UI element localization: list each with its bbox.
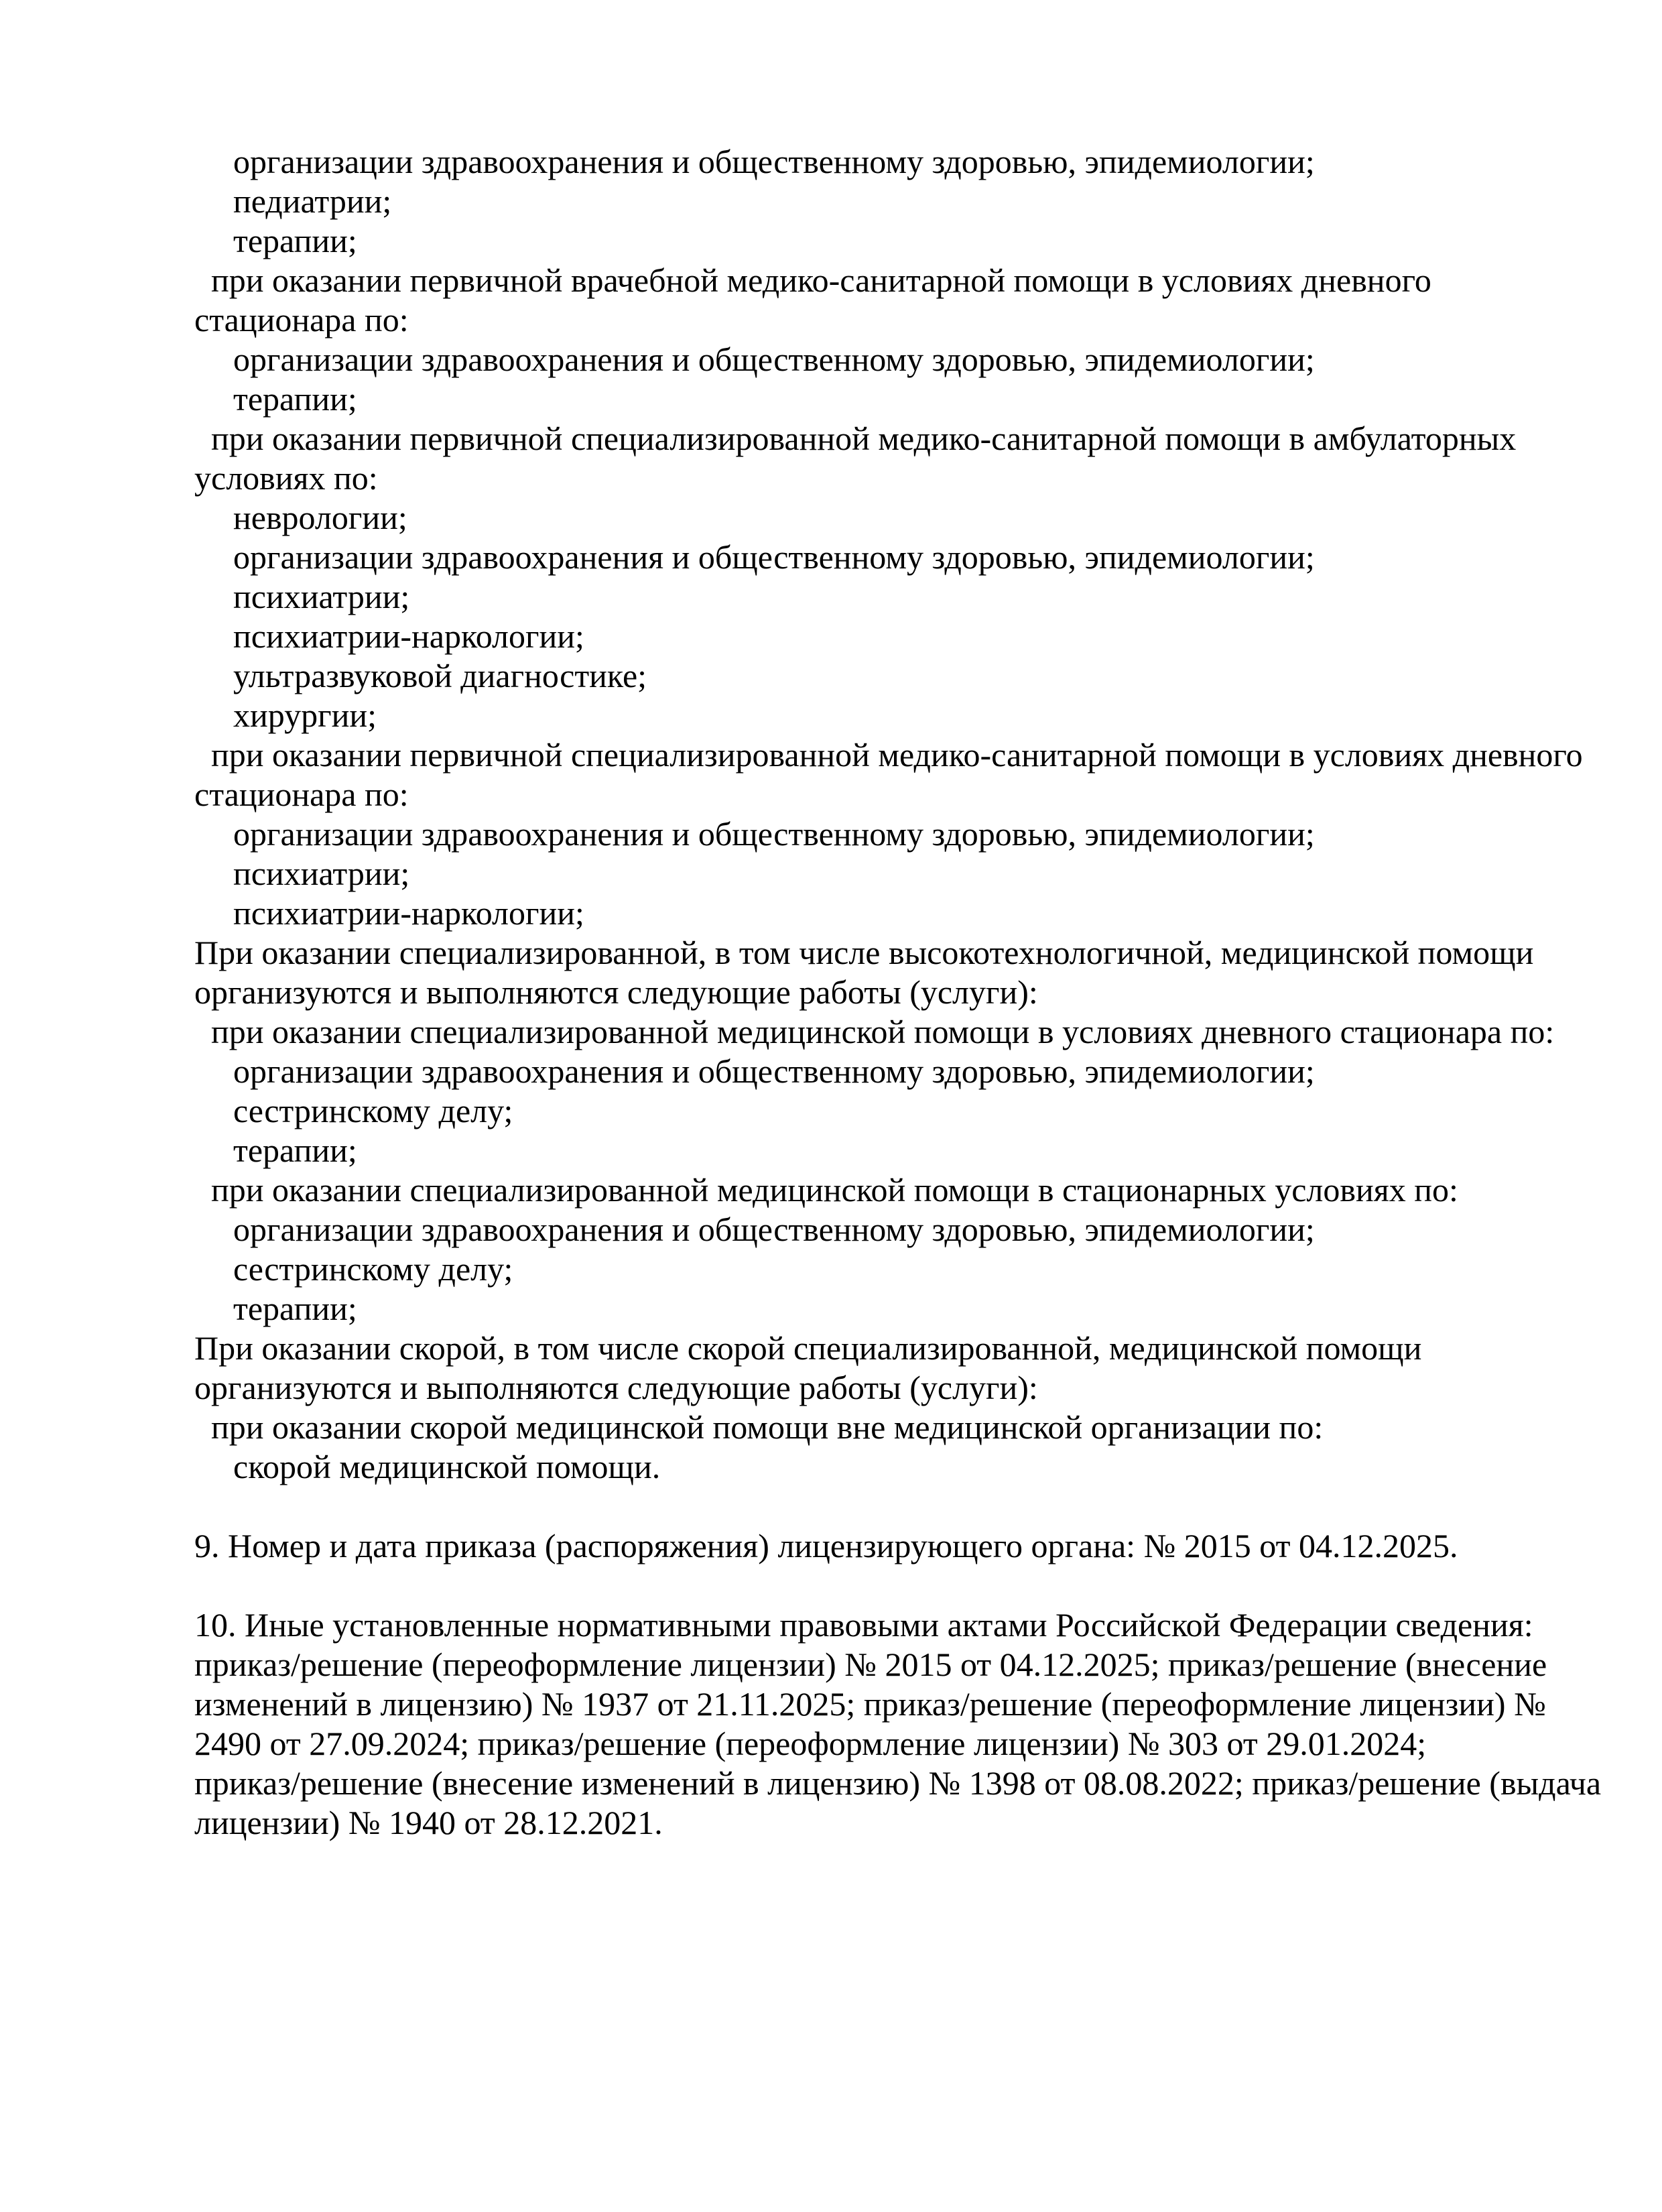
document-line: организуются и выполняются следующие работы (услуги): — [194, 973, 1038, 1011]
document-line: 2490 от 27.09.2024; приказ/решение (переоформление лицензии) № 303 от 29.01.2024; — [194, 1725, 1427, 1762]
document-line: приказ/решение (переоформление лицензии) № 2015 от 04.12.2025; приказ/решение (внесение — [194, 1646, 1547, 1683]
blank-line — [194, 1487, 1575, 1526]
document-line: психиатрии-наркологии; — [233, 617, 584, 655]
document-line: психиатрии; — [233, 855, 410, 892]
document-line: сестринскому делу; — [233, 1250, 513, 1288]
document-line: организации здравоохранения и общественному здоровью, эпидемиологии; — [233, 143, 1315, 180]
document-line: при оказании скорой медицинской помощи вне медицинской организации по: — [211, 1408, 1324, 1446]
document-line: 10. Иные установленные нормативными правовыми актами Российской Федерации сведения: — [194, 1606, 1533, 1644]
document-line: терапии; — [233, 1131, 357, 1169]
document-line: организуются и выполняются следующие работы (услуги): — [194, 1369, 1038, 1406]
blank-line — [194, 1566, 1575, 1605]
document-line: изменений в лицензию) № 1937 от 21.11.2025; приказ/решение (переоформление лицензии) № — [194, 1685, 1546, 1723]
document-line: При оказании скорой, в том числе скорой специализированной, медицинской помощи — [194, 1329, 1422, 1367]
document-line: приказ/решение (внесение изменений в лицензию) № 1398 от 08.08.2022; приказ/решение (выдача — [194, 1764, 1602, 1802]
document-line: организации здравоохранения и общественному здоровью, эпидемиологии; — [233, 538, 1315, 576]
document-line: организации здравоохранения и общественному здоровью, эпидемиологии; — [233, 1052, 1315, 1090]
document-line: при оказании первичной специализированной медико-санитарной помощи в условиях дневного — [211, 736, 1583, 774]
document-line: организации здравоохранения и общественному здоровью, эпидемиологии; — [233, 1211, 1315, 1248]
document-line: стационара по: — [194, 301, 409, 339]
document-line: при оказании специализированной медицинской помощи в стационарных условиях по: — [211, 1171, 1458, 1209]
document-line: хирургии; — [233, 696, 377, 734]
document-line: при оказании первичной врачебной медико-санитарной помощи в условиях дневного — [211, 261, 1431, 299]
document-line: 9. Номер и дата приказа (распоряжения) лицензирующего органа: № 2015 от 04.12.2025. — [194, 1527, 1458, 1564]
document-line: терапии; — [233, 1290, 357, 1327]
document-line: лицензии) № 1940 от 28.12.2021. — [194, 1804, 663, 1841]
document-line: неврологии; — [233, 499, 407, 536]
document-line: психиатрии-наркологии; — [233, 894, 584, 932]
document-line: педиатрии; — [233, 182, 392, 220]
document-line: сестринскому делу; — [233, 1092, 513, 1129]
document-line: организации здравоохранения и общественному здоровью, эпидемиологии; — [233, 815, 1315, 853]
document-line: терапии; — [233, 380, 357, 418]
document-line: стационара по: — [194, 776, 409, 813]
document-line: при оказании специализированной медицинской помощи в условиях дневного стационара по: — [211, 1013, 1555, 1050]
license-text-block — [194, 142, 1602, 1843]
document-line: психиатрии; — [233, 578, 410, 615]
document-line: при оказании первичной специализированной медико-санитарной помощи в амбулаторных — [211, 420, 1517, 457]
document-line: При оказании специализированной, в том числе высокотехнологичной, медицинской помощи — [194, 934, 1534, 971]
document-line: терапии; — [233, 222, 357, 259]
document-line: ультразвуковой диагностике; — [233, 657, 647, 694]
document-line: условиях по: — [194, 459, 378, 497]
document-line: организации здравоохранения и общественному здоровью, эпидемиологии; — [233, 341, 1315, 378]
document-line: скорой медицинской помощи. — [233, 1448, 661, 1485]
